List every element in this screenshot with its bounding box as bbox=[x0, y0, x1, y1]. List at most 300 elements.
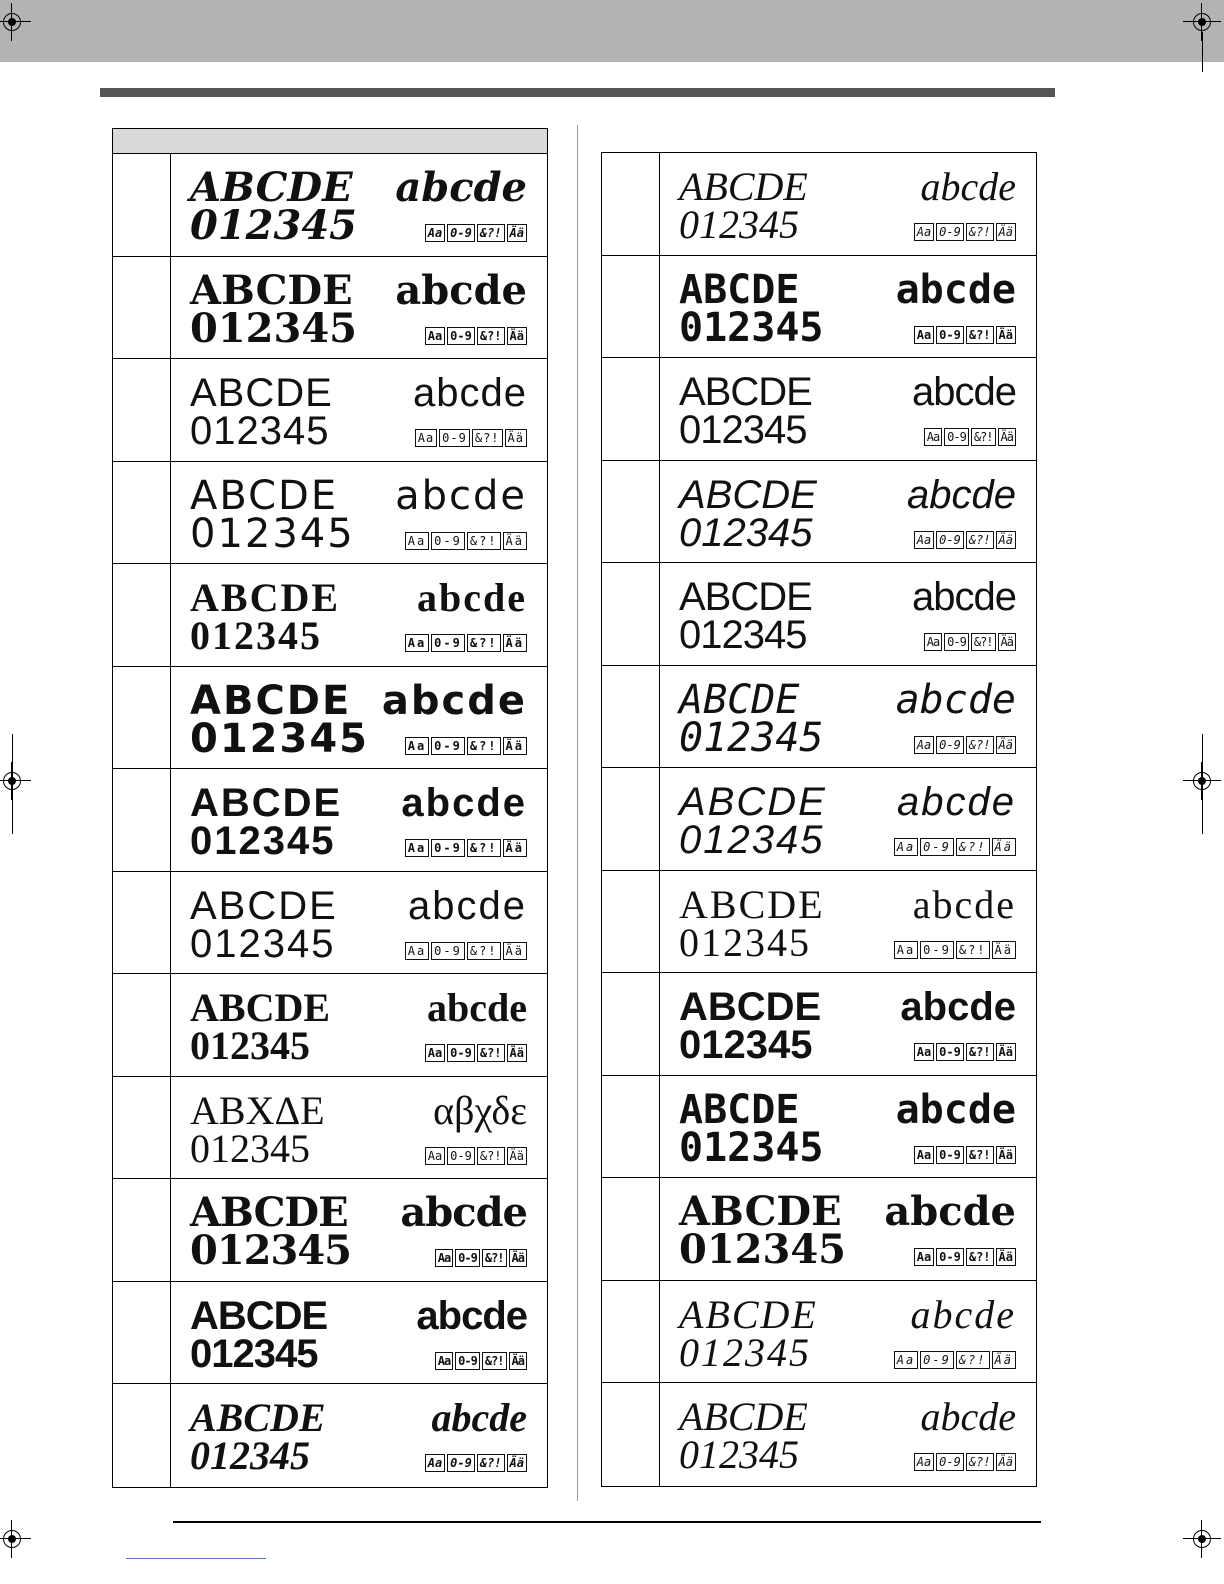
charset-icon: &?! bbox=[966, 1043, 994, 1061]
charset-icon: Ää bbox=[996, 1248, 1016, 1266]
charset-icon: Ää bbox=[503, 634, 527, 652]
sample-digits: 012345 bbox=[679, 1124, 824, 1171]
charset-icon: 0-9 bbox=[936, 1248, 964, 1266]
charset-icons bbox=[405, 737, 527, 755]
font-sample bbox=[679, 266, 1016, 352]
charset-icon: Aa bbox=[425, 1147, 445, 1165]
charset-icon: &?! bbox=[956, 1351, 990, 1369]
sample-lowercase: abcde bbox=[427, 985, 527, 1030]
sample-lowercase: abcde bbox=[910, 1291, 1016, 1337]
font-row bbox=[602, 973, 1036, 1076]
font-number-cell bbox=[113, 1077, 171, 1179]
charset-icon: Ää bbox=[503, 942, 527, 960]
font-number-cell bbox=[113, 974, 171, 1076]
sample-lowercase: abcde bbox=[401, 781, 527, 825]
charset-icon: Aa bbox=[914, 1248, 934, 1266]
sample-lowercase: abcde bbox=[895, 266, 1016, 313]
font-row bbox=[113, 769, 547, 872]
charset-icon: 0-9 bbox=[944, 633, 969, 651]
sample-lowercase: abcde bbox=[912, 370, 1016, 414]
charset-icon: &?! bbox=[467, 532, 501, 550]
sample-uppercase: ABCDE bbox=[679, 676, 800, 723]
font-sample bbox=[190, 267, 527, 353]
font-number-cell bbox=[602, 973, 660, 1075]
charset-icon: 0-9 bbox=[447, 224, 475, 242]
font-number-cell bbox=[602, 666, 660, 768]
charset-icons bbox=[914, 1146, 1016, 1164]
font-number-cell bbox=[602, 563, 660, 665]
font-row bbox=[602, 563, 1036, 666]
sample-digits: 012345 bbox=[190, 510, 355, 557]
charset-icon: &?! bbox=[966, 1146, 994, 1164]
header-rule bbox=[100, 88, 1055, 97]
font-number-cell bbox=[113, 1384, 171, 1487]
font-row bbox=[602, 256, 1036, 359]
charset-icon: Ää bbox=[507, 1454, 527, 1472]
sample-lowercase: abcde bbox=[920, 164, 1016, 209]
charset-icons bbox=[405, 942, 527, 960]
font-sample bbox=[679, 1086, 1016, 1172]
sample-lowercase: abcde bbox=[408, 883, 527, 928]
charset-icon: &?! bbox=[477, 1044, 505, 1062]
font-number-cell bbox=[602, 358, 660, 460]
charset-icon: Ää bbox=[507, 327, 527, 345]
charset-icon: &?! bbox=[482, 1249, 507, 1267]
table-header bbox=[113, 129, 547, 154]
sample-uppercase: ABCDE bbox=[679, 472, 817, 517]
font-row bbox=[113, 564, 547, 667]
charset-icon: Aa bbox=[894, 1351, 918, 1369]
font-sample bbox=[679, 1188, 1016, 1274]
font-sample bbox=[679, 573, 1016, 659]
font-sample bbox=[190, 164, 527, 250]
sample-uppercase: ABCDE bbox=[190, 883, 338, 928]
sample-digits: 012345 bbox=[190, 409, 330, 453]
sample-lowercase: abcde bbox=[920, 1394, 1016, 1439]
charset-icon: Aa bbox=[435, 1352, 453, 1370]
font-row bbox=[113, 1384, 547, 1487]
font-sample bbox=[190, 472, 527, 558]
sample-uppercase: ABCDE bbox=[190, 677, 352, 724]
charset-icon: Ää bbox=[503, 532, 527, 550]
font-sample bbox=[679, 881, 1016, 967]
sample-digits: 012345 bbox=[190, 819, 336, 863]
font-row bbox=[113, 359, 547, 462]
charset-icon: &?! bbox=[966, 736, 994, 754]
sample-lowercase: abcde bbox=[416, 1293, 527, 1338]
charset-icon: 0-9 bbox=[431, 839, 465, 857]
charset-icon: Ää bbox=[996, 531, 1016, 549]
font-row bbox=[113, 667, 547, 770]
charset-icon: 0-9 bbox=[447, 1147, 475, 1165]
sample-lowercase: abcde bbox=[907, 472, 1016, 517]
font-row bbox=[113, 872, 547, 975]
font-number-cell bbox=[602, 871, 660, 973]
charset-icon: &?! bbox=[966, 1248, 994, 1266]
charset-icon: Aa bbox=[914, 1043, 934, 1061]
crop-mark bbox=[1202, 32, 1203, 72]
font-row bbox=[113, 1077, 547, 1180]
font-sample bbox=[679, 676, 1016, 762]
charset-icon: 0-9 bbox=[920, 838, 954, 856]
charset-icon: &?! bbox=[956, 838, 990, 856]
sample-uppercase: ABCDE bbox=[190, 371, 333, 415]
charset-icon: Ää bbox=[505, 429, 527, 447]
sample-lowercase: abcde bbox=[912, 881, 1016, 927]
font-sample bbox=[190, 882, 527, 968]
sample-lowercase: abcde bbox=[895, 676, 1016, 723]
charset-icon: Aa bbox=[924, 428, 942, 446]
font-number-cell bbox=[602, 768, 660, 870]
sample-digits: 012345 bbox=[679, 1329, 811, 1375]
sample-digits: 012345 bbox=[190, 921, 336, 966]
font-row bbox=[602, 1076, 1036, 1179]
charset-icon: &?! bbox=[966, 531, 994, 549]
font-sample bbox=[190, 677, 527, 763]
sample-uppercase: ABCDE bbox=[190, 472, 339, 519]
charset-icons bbox=[914, 1043, 1016, 1061]
sample-uppercase: ABCDE bbox=[679, 575, 812, 619]
font-row bbox=[113, 1282, 547, 1385]
font-sample bbox=[679, 778, 1016, 864]
charset-icons bbox=[405, 532, 527, 550]
sample-uppercase: ABCDE bbox=[679, 881, 825, 927]
font-row bbox=[113, 154, 547, 257]
footer-link-underline bbox=[126, 1558, 266, 1559]
charset-icon: 0-9 bbox=[455, 1352, 480, 1370]
sample-uppercase: ABCDE bbox=[679, 266, 800, 313]
sample-uppercase: ABCDE bbox=[679, 780, 827, 824]
font-sample bbox=[190, 779, 527, 865]
sample-lowercase: abcde bbox=[895, 1086, 1016, 1133]
font-row bbox=[602, 1281, 1036, 1384]
charset-icons bbox=[425, 1147, 527, 1165]
font-row bbox=[602, 461, 1036, 564]
font-row bbox=[113, 257, 547, 360]
charset-icons bbox=[914, 736, 1016, 754]
sample-lowercase: abcde bbox=[395, 164, 527, 211]
charset-icon: &?! bbox=[971, 633, 996, 651]
charset-icon: 0-9 bbox=[920, 1351, 954, 1369]
sample-lowercase: abcde bbox=[395, 472, 527, 519]
sample-digits: 012345 bbox=[190, 1227, 351, 1274]
font-row bbox=[602, 1383, 1036, 1486]
charset-icon: 0-9 bbox=[920, 941, 954, 959]
charset-icon: Ää bbox=[509, 1352, 527, 1370]
charset-icons bbox=[894, 838, 1016, 856]
sample-uppercase: ABCDE bbox=[190, 266, 353, 314]
charset-icon: &?! bbox=[467, 737, 501, 755]
sample-uppercase: ABCDE bbox=[679, 1086, 800, 1133]
charset-icon: &?! bbox=[472, 429, 503, 447]
font-row bbox=[113, 462, 547, 565]
font-row bbox=[113, 1179, 547, 1282]
font-sample bbox=[190, 369, 527, 455]
charset-icon: Aa bbox=[894, 838, 918, 856]
font-number-cell bbox=[113, 564, 171, 666]
charset-icon: 0-9 bbox=[447, 327, 475, 345]
charset-icon: Aa bbox=[405, 532, 429, 550]
charset-icon: Aa bbox=[425, 1454, 445, 1472]
charset-icons bbox=[435, 1249, 527, 1267]
charset-icon: &?! bbox=[482, 1352, 507, 1370]
charset-icon: Aa bbox=[914, 531, 934, 549]
sample-uppercase: ABCDE bbox=[679, 370, 812, 414]
charset-icon: Ää bbox=[509, 1249, 527, 1267]
top-gray-band bbox=[0, 0, 1224, 62]
font-number-cell bbox=[113, 359, 171, 461]
sample-digits: 012345 bbox=[679, 818, 825, 862]
font-number-cell bbox=[113, 462, 171, 564]
charset-icon: 0-9 bbox=[936, 326, 964, 344]
charset-icon: Aa bbox=[405, 737, 429, 755]
charset-icon: 0-9 bbox=[944, 428, 969, 446]
sample-uppercase: ABCDE bbox=[190, 164, 353, 211]
charset-icon: Ää bbox=[996, 736, 1016, 754]
charset-icons bbox=[914, 326, 1016, 344]
charset-icon: Ää bbox=[996, 1146, 1016, 1164]
charset-icon: 0-9 bbox=[936, 1453, 964, 1471]
charset-icons bbox=[914, 223, 1016, 241]
charset-icon: Ää bbox=[503, 839, 527, 857]
sample-digits: 012345 bbox=[679, 202, 799, 247]
charset-icon: Ää bbox=[996, 1453, 1016, 1471]
font-table-right bbox=[601, 152, 1037, 1487]
sample-uppercase: ABCDE bbox=[190, 1189, 348, 1236]
charset-icon: Aa bbox=[914, 1453, 934, 1471]
charset-icons bbox=[425, 1454, 527, 1472]
charset-icon: &?! bbox=[477, 224, 505, 242]
sample-lowercase: abcde bbox=[431, 1395, 527, 1440]
font-row bbox=[602, 153, 1036, 256]
charset-icon: Aa bbox=[405, 839, 429, 857]
charset-icon: Aa bbox=[914, 1146, 934, 1164]
sample-lowercase: abcde bbox=[381, 677, 527, 724]
sample-uppercase: ABCDE bbox=[190, 575, 341, 620]
sample-digits: 012345 bbox=[679, 510, 813, 555]
font-row bbox=[602, 768, 1036, 871]
font-sample bbox=[679, 163, 1016, 249]
sample-uppercase: ΑΒΧΔΕ bbox=[190, 1087, 325, 1133]
charset-icon: Ää bbox=[992, 941, 1016, 959]
charset-icon: Ää bbox=[996, 326, 1016, 344]
crop-mark bbox=[1202, 734, 1203, 834]
font-number-cell bbox=[113, 872, 171, 974]
charset-icon: 0-9 bbox=[936, 1146, 964, 1164]
font-row bbox=[602, 1178, 1036, 1281]
sample-digits: 012345 bbox=[679, 613, 807, 657]
font-sample bbox=[190, 1087, 527, 1173]
charset-icon: Ää bbox=[998, 428, 1016, 446]
sample-lowercase: abcde bbox=[395, 266, 527, 314]
charset-icons bbox=[425, 1044, 527, 1062]
charset-icon: Ää bbox=[998, 633, 1016, 651]
sample-digits: 012345 bbox=[190, 202, 357, 249]
charset-icon: 0-9 bbox=[431, 634, 465, 652]
font-number-cell bbox=[602, 1281, 660, 1383]
font-row bbox=[602, 871, 1036, 974]
sample-digits: 012345 bbox=[679, 1023, 813, 1067]
charset-icon: Aa bbox=[914, 736, 934, 754]
charset-icon: Ää bbox=[992, 838, 1016, 856]
charset-icon: &?! bbox=[966, 326, 994, 344]
charset-icon: Ää bbox=[996, 1043, 1016, 1061]
charset-icons bbox=[924, 428, 1016, 446]
charset-icons bbox=[914, 531, 1016, 549]
charset-icon: 0-9 bbox=[447, 1454, 475, 1472]
column-divider bbox=[577, 125, 578, 1501]
sample-lowercase: abcde bbox=[900, 985, 1016, 1029]
sample-uppercase: ABCDE bbox=[190, 985, 331, 1030]
charset-icon: &?! bbox=[956, 941, 990, 959]
sample-lowercase: abcde bbox=[912, 575, 1016, 619]
charset-icons bbox=[405, 634, 527, 652]
charset-icon: 0-9 bbox=[431, 942, 465, 960]
sample-uppercase: ABCDE bbox=[679, 1291, 818, 1337]
sample-uppercase: ABCDE bbox=[679, 164, 808, 209]
font-number-cell bbox=[602, 1383, 660, 1486]
font-sample bbox=[679, 368, 1016, 454]
charset-icon: &?! bbox=[477, 1454, 505, 1472]
font-table-left bbox=[112, 128, 548, 1488]
registration-mark-icon bbox=[0, 1527, 24, 1551]
sample-digits: 012345 bbox=[679, 1432, 799, 1477]
charset-icons bbox=[914, 1248, 1016, 1266]
font-number-cell bbox=[113, 257, 171, 359]
font-number-cell bbox=[602, 1178, 660, 1280]
font-sample bbox=[190, 574, 527, 660]
charset-icon: Ää bbox=[996, 223, 1016, 241]
charset-icon: &?! bbox=[467, 942, 501, 960]
charset-icons bbox=[894, 941, 1016, 959]
charset-icons bbox=[435, 1352, 527, 1370]
sample-uppercase: ABCDE bbox=[679, 1394, 808, 1439]
charset-icon: Aa bbox=[425, 224, 445, 242]
sample-lowercase: αβχδε bbox=[433, 1087, 527, 1133]
font-sample bbox=[679, 471, 1016, 557]
charset-icon: Aa bbox=[425, 327, 445, 345]
font-number-cell bbox=[113, 769, 171, 871]
font-sample bbox=[190, 1189, 527, 1275]
font-number-cell bbox=[602, 461, 660, 563]
font-row bbox=[602, 358, 1036, 461]
charset-icon: Aa bbox=[405, 942, 429, 960]
sample-uppercase: ABCDE bbox=[190, 1395, 326, 1440]
sample-uppercase: ABCDE bbox=[679, 985, 822, 1029]
font-sample bbox=[190, 984, 527, 1070]
font-number-cell bbox=[113, 1179, 171, 1281]
charset-icon: 0-9 bbox=[431, 532, 465, 550]
sample-digits: 012345 bbox=[190, 1023, 310, 1068]
sample-digits: 012345 bbox=[679, 408, 807, 452]
charset-icons bbox=[914, 1453, 1016, 1471]
charset-icons bbox=[425, 327, 527, 345]
charset-icon: &?! bbox=[477, 1147, 505, 1165]
sample-digits: 012345 bbox=[190, 1125, 310, 1171]
charset-icon: 0-9 bbox=[936, 531, 964, 549]
charset-icon: Aa bbox=[914, 326, 934, 344]
registration-mark-icon bbox=[1190, 10, 1214, 34]
registration-mark-icon bbox=[1190, 1527, 1214, 1551]
charset-icon: 0-9 bbox=[455, 1249, 480, 1267]
charset-icon: Ää bbox=[507, 224, 527, 242]
charset-icons bbox=[405, 839, 527, 857]
font-number-cell bbox=[602, 1076, 660, 1178]
charset-icons bbox=[894, 1351, 1016, 1369]
footer-rule bbox=[173, 1521, 1041, 1523]
font-number-cell bbox=[602, 153, 660, 255]
charset-icons bbox=[425, 224, 527, 242]
registration-mark-icon bbox=[0, 10, 24, 34]
sample-lowercase: abcde bbox=[400, 1189, 527, 1236]
sample-uppercase: ABCDE bbox=[679, 1188, 842, 1235]
charset-icon: Aa bbox=[425, 1044, 445, 1062]
sample-digits: 012345 bbox=[679, 714, 824, 761]
charset-icon: Ää bbox=[503, 737, 527, 755]
charset-icon: Aa bbox=[435, 1249, 453, 1267]
font-sample bbox=[679, 1291, 1016, 1377]
charset-icons bbox=[924, 633, 1016, 651]
charset-icon: Ää bbox=[992, 1351, 1016, 1369]
sample-uppercase: ABCDE bbox=[190, 1293, 328, 1338]
charset-icon: Aa bbox=[415, 429, 437, 447]
font-row bbox=[602, 666, 1036, 769]
font-number-cell bbox=[113, 1282, 171, 1384]
charset-icon: &?! bbox=[966, 1453, 994, 1471]
sample-lowercase: abcde bbox=[884, 1188, 1016, 1235]
sample-digits: 012345 bbox=[190, 1331, 318, 1376]
crop-mark bbox=[12, 734, 13, 834]
charset-icon: &?! bbox=[971, 428, 996, 446]
charset-icon: &?! bbox=[467, 839, 501, 857]
charset-icon: Aa bbox=[405, 634, 429, 652]
charset-icon: &?! bbox=[477, 327, 505, 345]
charset-icon: Ää bbox=[507, 1147, 527, 1165]
charset-icon: Aa bbox=[914, 223, 934, 241]
charset-icon: Ää bbox=[507, 1044, 527, 1062]
sample-digits: 012345 bbox=[679, 919, 811, 965]
charset-icons bbox=[415, 429, 527, 447]
charset-icon: 0-9 bbox=[936, 1043, 964, 1061]
charset-icon: 0-9 bbox=[439, 429, 470, 447]
sample-uppercase: ABCDE bbox=[190, 781, 343, 825]
sample-digits: 012345 bbox=[679, 1226, 846, 1273]
sample-digits: 012345 bbox=[190, 1433, 310, 1478]
font-row bbox=[113, 974, 547, 1077]
font-sample bbox=[190, 1394, 527, 1480]
sample-digits: 012345 bbox=[190, 613, 322, 658]
sample-digits: 012345 bbox=[679, 304, 824, 351]
font-sample bbox=[679, 983, 1016, 1069]
font-sample bbox=[679, 1393, 1016, 1479]
sample-lowercase: abcde bbox=[897, 780, 1016, 824]
sample-lowercase: abcde bbox=[413, 371, 527, 415]
font-number-cell bbox=[113, 667, 171, 769]
charset-icon: 0-9 bbox=[936, 223, 964, 241]
sample-digits: 012345 bbox=[190, 304, 357, 352]
font-number-cell bbox=[113, 154, 171, 256]
charset-icon: Aa bbox=[924, 633, 942, 651]
font-sample bbox=[190, 1292, 527, 1378]
font-number-cell bbox=[602, 256, 660, 358]
charset-icon: 0-9 bbox=[936, 736, 964, 754]
charset-icon: &?! bbox=[966, 223, 994, 241]
sample-lowercase: abcde bbox=[417, 575, 527, 620]
charset-icon: &?! bbox=[467, 634, 501, 652]
charset-icon: 0-9 bbox=[447, 1044, 475, 1062]
charset-icon: 0-9 bbox=[431, 737, 465, 755]
sample-digits: 012345 bbox=[190, 715, 369, 762]
